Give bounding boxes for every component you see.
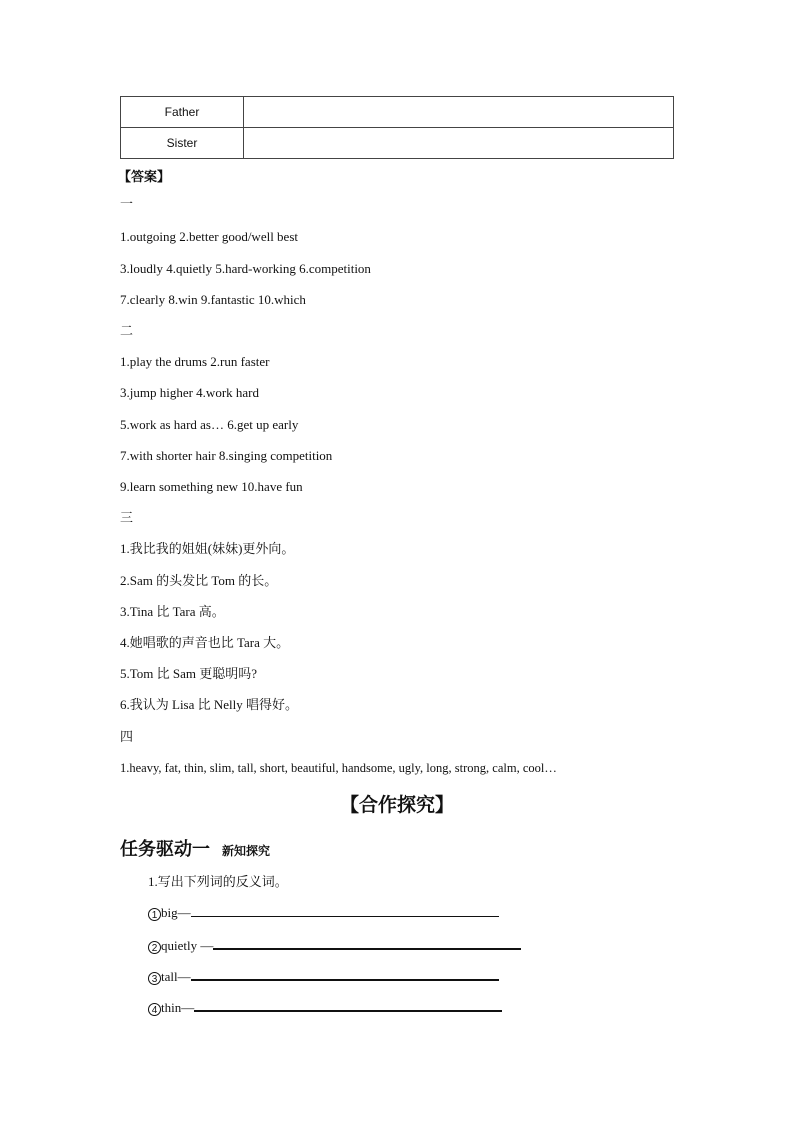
answer-line: 1.heavy, fat, thin, slim, tall, short, beautiful, handsome, ugly, long, strong, calm, cool… [120,761,557,775]
exercise-item [148,936,521,954]
answer-line: 3.loudly 4.quietly 5.hard-working 6.competition [120,261,371,276]
task-title: 任务驱动一 [120,839,210,860]
answer-blank[interactable] [194,998,502,1012]
exercise-word: big— [161,905,191,920]
exercise-instruction: 1.写出下列词的反义词。 [148,874,288,889]
answer-line: 4.她唱歌的声音也比 Tara 大。 [120,635,290,650]
section-marker: 二 [120,323,134,338]
table-row [121,97,674,128]
answer-line: 5.work as hard as… 6.get up early [120,417,299,432]
answer-line: 6.我认为 Lisa 比 Nelly 唱得好。 [120,697,299,712]
answer-line: 3.jump higher 4.work hard [120,385,260,400]
circled-number: 4 [148,1003,161,1016]
exercise-item [148,967,499,985]
exercise-word: tall— [161,969,191,984]
answer-line: 7.clearly 8.win 9.fantastic 10.which [120,292,306,307]
exercise-word: thin— [161,1000,195,1015]
answer-line: 1.我比我的姐姐(妹妹)更外向。 [120,541,295,556]
answer-line: 3.Tina 比 Tara 高。 [120,604,225,619]
answer-line: 7.with shorter hair 8.singing competition [120,448,333,463]
family-table [120,96,674,159]
circled-number: 2 [148,941,161,954]
task-heading [120,835,270,861]
exercise-word: quietly — [161,938,214,953]
table-cell-value [244,128,674,159]
section-marker: 四 [120,729,134,744]
table-cell-value [244,97,674,128]
answer-line: 5.Tom 比 Sam 更聪明吗? [120,666,258,681]
exercise-item [148,998,502,1016]
table-cell-label: Sister [121,128,244,159]
answer-heading: 【答案】 [118,170,171,185]
table-cell-label: Father [121,97,244,128]
exercise-item [148,904,499,921]
answer-line: 2.Sam 的头发比 Tom 的长。 [120,573,278,588]
section-title: 【合作探究】 [339,794,454,816]
answer-blank[interactable] [191,967,499,981]
answer-line: 9.learn something new 10.have fun [120,479,303,494]
task-subtitle: 新知探究 [222,844,271,858]
table-row [121,128,674,159]
section-marker: 一 [120,196,134,211]
circled-number: 3 [148,972,161,985]
answer-line: 1.outgoing 2.better good/well best [120,229,299,244]
answer-line: 1.play the drums 2.run faster [120,354,270,369]
answer-blank[interactable] [191,904,499,917]
circled-number: 1 [148,908,161,921]
section-marker: 三 [120,510,134,525]
answer-blank[interactable] [213,936,521,950]
